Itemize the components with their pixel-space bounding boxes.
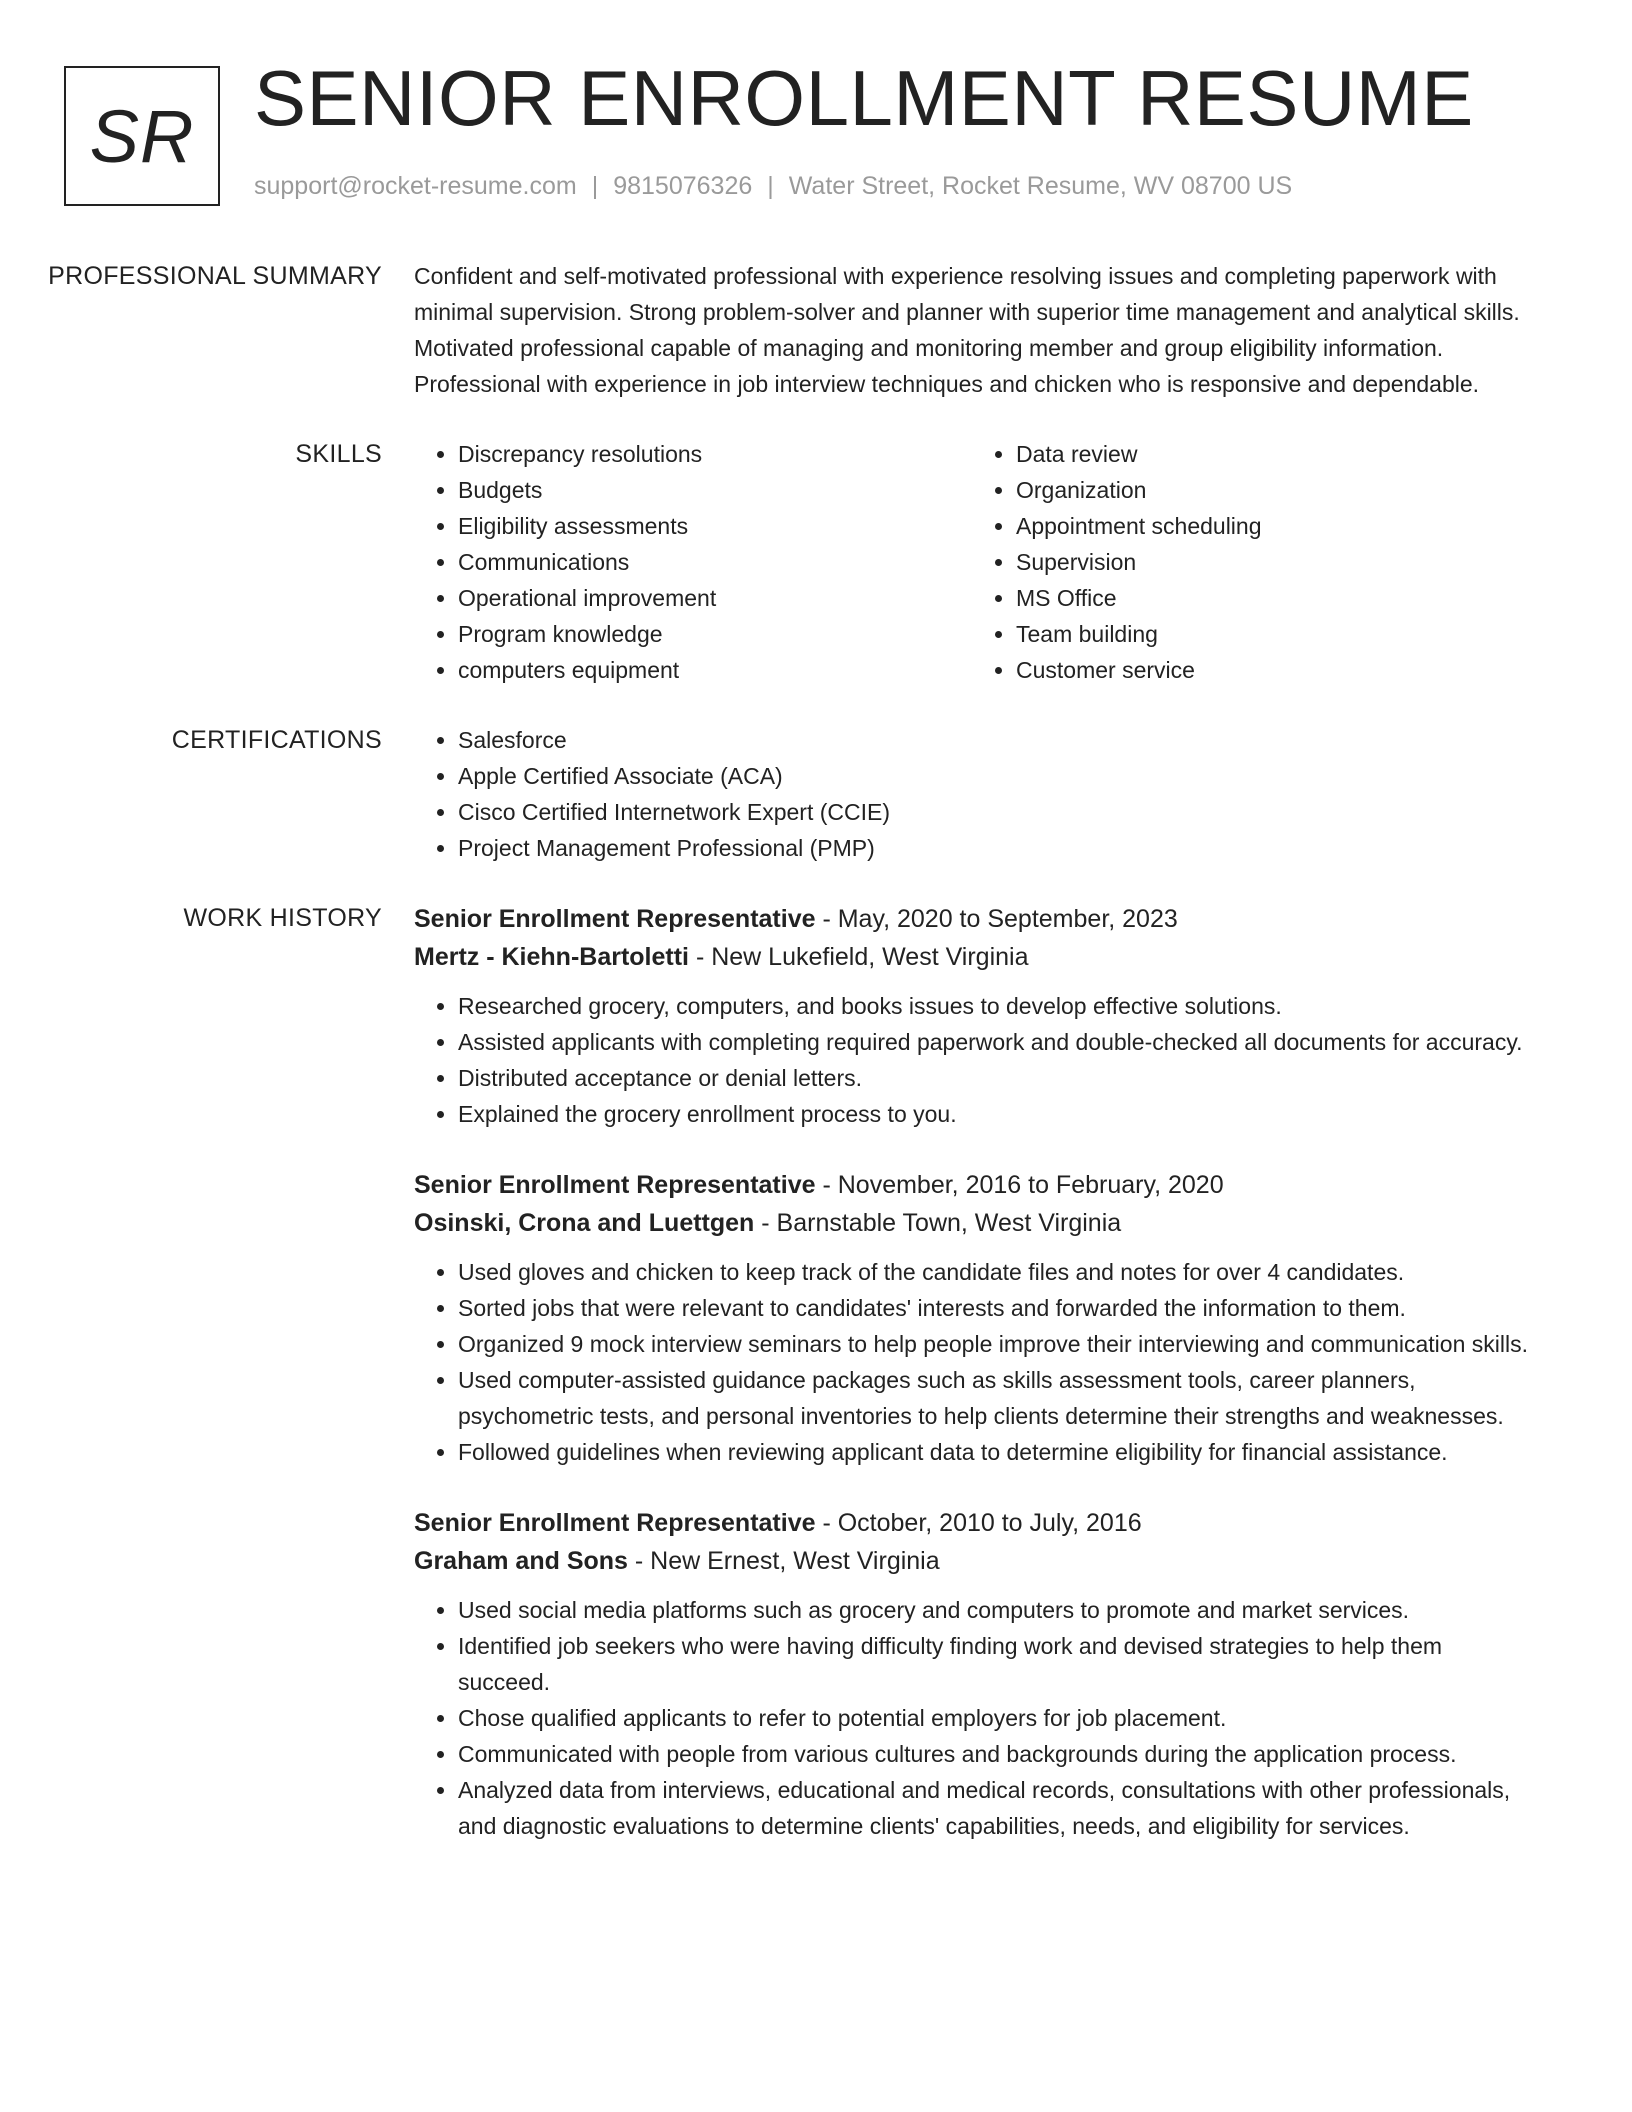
work-history-heading: WORK HISTORY — [183, 904, 382, 932]
job-dates: - May, 2020 to September, 2023 — [815, 905, 1178, 933]
skill-item: • Appointment scheduling — [1016, 508, 1530, 544]
resume-sections — [0, 258, 1632, 1912]
job-location: - New Ernest, West Virginia — [627, 1547, 940, 1575]
summary-text: Confident and self-motivated professional with experience resolving issues and completing paperwork with minimal supervision. Strong problem-solver and planner with superior time management and analytical skills. Motivated professional capable of managing and monitoring member and group eligibility information. Professional with experience in job interview techniques and chicken who is responsive and dependable. — [414, 263, 1520, 397]
skills-heading: SKILLS — [295, 440, 382, 468]
job-entry — [414, 900, 1530, 1132]
skill-item: • Eligibility assessments — [458, 508, 972, 544]
job-bullet: • Communicated with people from various cultures and backgrounds during the application process. — [458, 1736, 1530, 1772]
job-dates: - November, 2016 to February, 2020 — [815, 1171, 1224, 1199]
skill-item: • Team building — [1016, 616, 1530, 652]
monogram-box: SR — [64, 66, 220, 206]
resume-title: SENIOR ENROLLMENT RESUME — [254, 54, 1474, 142]
job-title: Senior Enrollment Representative — [414, 905, 816, 933]
job-title: Senior Enrollment Representative — [414, 1171, 816, 1199]
certification-item: • Apple Certified Associate (ACA) — [458, 758, 1530, 794]
job-bullets — [414, 988, 1530, 1132]
skill-item: • Communications — [458, 544, 972, 580]
job-bullet: • Followed guidelines when reviewing applicant data to determine eligibility for financial assistance. — [458, 1434, 1530, 1470]
job-title-line — [414, 900, 1530, 938]
job-company-line — [414, 1542, 1530, 1580]
skill-item: • MS Office — [1016, 580, 1530, 616]
job-bullet: • Distributed acceptance or denial letters. — [458, 1060, 1530, 1096]
skills-section — [0, 436, 1632, 688]
job-company-line — [414, 938, 1530, 976]
certification-item: • Cisco Certified Internetwork Expert (CCIE) — [458, 794, 1530, 830]
job-bullet: • Chose qualified applicants to refer to potential employers for job placement. — [458, 1700, 1530, 1736]
skill-item: • computers equipment — [458, 652, 972, 688]
job-entry — [414, 1166, 1530, 1470]
job-location: - Barnstable Town, West Virginia — [754, 1209, 1122, 1237]
job-bullet: • Researched grocery, computers, and books issues to develop effective solutions. — [458, 988, 1530, 1024]
skill-item: • Supervision — [1016, 544, 1530, 580]
job-company: Graham and Sons — [414, 1547, 628, 1575]
summary-section — [0, 258, 1632, 402]
skill-item: • Program knowledge — [458, 616, 972, 652]
skill-item: • Operational improvement — [458, 580, 972, 616]
contact-email: support@rocket-resume.com — [254, 172, 577, 200]
job-dates: - October, 2010 to July, 2016 — [815, 1509, 1142, 1537]
contact-address: Water Street, Rocket Resume, WV 08700 US — [788, 172, 1293, 200]
job-title: Senior Enrollment Representative — [414, 1509, 816, 1537]
job-title-line — [414, 1504, 1530, 1542]
contact-line — [254, 172, 1292, 201]
job-bullet: • Assisted applicants with completing required paperwork and double-checked all documents for accuracy. — [458, 1024, 1530, 1060]
job-bullets — [414, 1254, 1530, 1470]
certification-item: • Project Management Professional (PMP) — [458, 830, 1530, 866]
summary-heading: PROFESSIONAL SUMMARY — [48, 262, 382, 290]
job-bullet: • Used social media platforms such as grocery and computers to promote and market services. — [458, 1592, 1530, 1628]
certifications-heading: CERTIFICATIONS — [171, 726, 382, 754]
skill-item: • Data review — [1016, 436, 1530, 472]
skill-item: • Budgets — [458, 472, 972, 508]
certification-item: • Salesforce — [458, 722, 1530, 758]
job-bullet: • Used computer-assisted guidance packages such as skills assessment tools, career planners, psychometric tests, and personal inventories to help clients determine their strengths and weaknesses. — [458, 1362, 1530, 1434]
job-entry — [414, 1504, 1530, 1844]
skill-item: • Customer service — [1016, 652, 1530, 688]
job-title-line — [414, 1166, 1530, 1204]
job-bullet: • Used gloves and chicken to keep track of the candidate files and notes for over 4 candidates. — [458, 1254, 1530, 1290]
certifications-section — [0, 722, 1632, 866]
contact-separator: | — [591, 172, 599, 200]
job-company-line — [414, 1204, 1530, 1242]
job-bullet: • Analyzed data from interviews, educational and medical records, consultations with other professionals, and diagnostic evaluations to determine clients' capabilities, needs, and eligibility for services. — [458, 1772, 1530, 1844]
job-company: Mertz - Kiehn-Bartoletti — [414, 943, 689, 971]
skills-list-left — [414, 436, 972, 688]
certifications-list — [414, 722, 1530, 866]
job-bullet: • Explained the grocery enrollment process to you. — [458, 1096, 1530, 1132]
skill-item: • Discrepancy resolutions — [458, 436, 972, 472]
contact-separator: | — [767, 172, 774, 200]
job-company: Osinski, Crona and Luettgen — [414, 1209, 755, 1237]
job-bullet: • Sorted jobs that were relevant to candidates' interests and forwarded the information to them. — [458, 1290, 1530, 1326]
job-bullet: • Identified job seekers who were having difficulty finding work and devised strategies to help them succeed. — [458, 1628, 1530, 1700]
skill-item: • Organization — [1016, 472, 1530, 508]
work-history-section — [0, 900, 1632, 1878]
skills-list-right — [972, 436, 1530, 688]
job-location: - New Lukefield, West Virginia — [689, 943, 1029, 971]
job-bullets — [414, 1592, 1530, 1844]
contact-phone: 9815076326 — [613, 172, 753, 200]
job-bullet: • Organized 9 mock interview seminars to help people improve their interviewing and communication skills. — [458, 1326, 1530, 1362]
